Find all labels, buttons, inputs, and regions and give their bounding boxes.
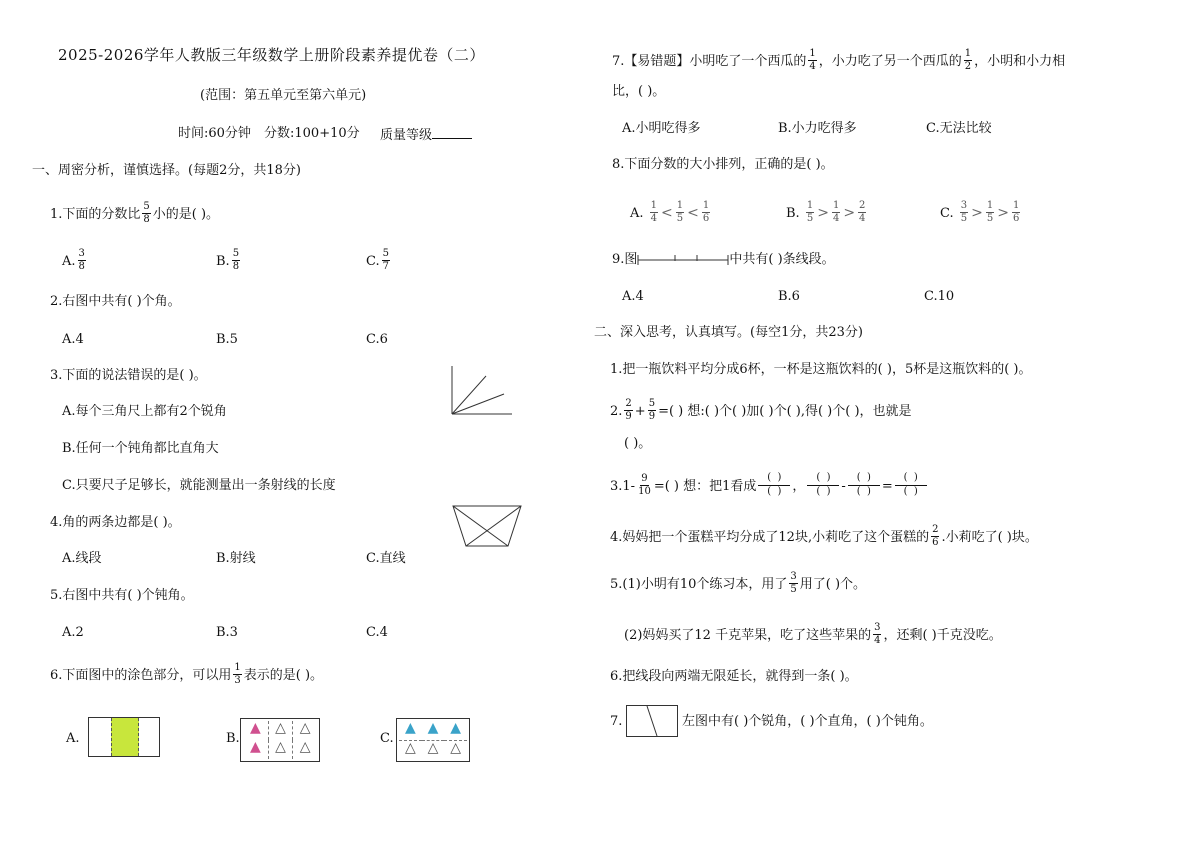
s1-q5-option-b[interactable]: B.3 [216, 625, 238, 640]
s1-q4-option-a[interactable]: A.线段 [62, 551, 102, 566]
s1-q4-option-c[interactable]: C.直线 [366, 551, 406, 566]
fraction: $\frac{5}{8}$ [143, 201, 150, 225]
triangle-grid-b [240, 718, 320, 762]
s1-q3-stem: 3.下面的说法错误的是( )。 [50, 368, 207, 383]
triangle-icon: ▲ [427, 720, 439, 736]
s1-q2-option-b[interactable]: B.5 [216, 332, 238, 347]
s1-q8-option-b[interactable]: B. $\frac{1}{5}$ > $\frac{1}{4}$ > $\frac{2}{4}$ [786, 200, 866, 224]
s1-q6-option-a[interactable]: A. [66, 731, 80, 746]
exam-score: 分数:100+10分 [264, 126, 360, 141]
s1-q6-stem: 6.下面图中的涂色部分，可以用 $\frac{1}{3}$ 表示的是( )。 [50, 662, 324, 686]
s1-q6-option-c[interactable]: C. [380, 731, 394, 746]
exam-title: 2025-2026学年人教版三年级数学上册阶段素养提优卷（二） [58, 46, 485, 64]
triangle-icon: △ [292, 721, 317, 740]
s2-q2-line1: 2. $\frac{2}{9}$ + $\frac{5}{9}$ =( ) 想:( )个( )加( )个( ),得( )个( )，也就是 [610, 398, 912, 422]
shaded-rectangle-a [88, 717, 160, 757]
exam-grade: 质量等级 [380, 126, 472, 144]
segment-line-figure [637, 254, 729, 266]
s1-q8-option-c[interactable]: C. $\frac{3}{5}$ > $\frac{1}{5}$ > $\frac{1}{6}$ [940, 200, 1020, 224]
s1-q7-stem: 7.【易错题】小明吃了一个西瓜的 $\frac{1}{4}$ ，小力吃了另一个西瓜的 $\frac{1}{2}$ ，小明和小力相 [612, 48, 1066, 72]
triangle-icon: △ [444, 740, 467, 759]
s1-q1-stem: 1.下面的分数比 $\frac{5}{8}$ 小的是( )。 [50, 201, 220, 225]
s1-q1-option-b[interactable]: B. $\frac{5}{8}$ [216, 248, 240, 272]
s2-q7-number: 7. [610, 714, 623, 729]
s1-q3-option-b[interactable]: B.任何一个钝角都比直角大 [62, 441, 219, 456]
s1-q5-stem: 5.右图中共有( )个钝角。 [50, 588, 194, 603]
s2-q4: 4.妈妈把一个蛋糕平均分成了12块,小莉吃了这个蛋糕的 $\frac{2}{6}$ .小莉吃了( )块。 [610, 524, 1038, 548]
triangle-icon: ▲ [249, 720, 261, 736]
s1-q5-option-c[interactable]: C.4 [366, 625, 388, 640]
s1-q2-stem: 2.右图中共有( )个角。 [50, 294, 181, 309]
s1-q2-option-a[interactable]: A.4 [62, 332, 84, 347]
s1-q4-option-b[interactable]: B.射线 [216, 551, 256, 566]
s1-q1-option-c[interactable]: C. $\frac{5}{7}$ [366, 248, 389, 272]
s1-q8-stem: 8.下面分数的大小排列，正确的是( )。 [612, 157, 834, 172]
s1-q7-stem-cont: 比，( )。 [612, 84, 666, 99]
s1-q9-stem: 9.图 中共有( )条线段。 [612, 252, 835, 267]
s2-q2-line2: ( )。 [624, 436, 652, 451]
triangle-icon: △ [422, 740, 445, 759]
s1-q9-option-c[interactable]: C.10 [924, 289, 955, 304]
s2-q7-text: 左图中有( )个锐角，( )个直角，( )个钝角。 [682, 714, 933, 729]
triangle-icon: ▲ [450, 720, 462, 736]
s1-q4-stem: 4.角的两条边都是( )。 [50, 515, 181, 530]
s1-q2-option-c[interactable]: C.6 [366, 332, 388, 347]
triangle-icon: ▲ [404, 720, 416, 736]
s1-q5-option-a[interactable]: A.2 [62, 625, 84, 640]
s1-q1-option-a[interactable]: A. $\frac{3}{8}$ [62, 248, 85, 272]
trapezoid-figure [450, 502, 524, 550]
s2-q3: 3.1- $\frac{9}{10}$ =( ) 想：把1看成 $\frac{( )}{( )}$ ， $\frac{( )}{( )}$ - $\frac{( )}{( )}$ = $\frac{( )}{( )}$ [610, 474, 929, 499]
section2-heading: 二、深入思考，认真填写。(每空1分，共23分) [594, 325, 863, 340]
s2-q5-part2: (2)妈妈买了12 千克苹果，吃了这些苹果的 $\frac{3}{4}$ ，还剩( )千克没吃。 [624, 622, 1002, 646]
triangle-icon: △ [268, 721, 293, 740]
s1-q3-option-a[interactable]: A.每个三角尺上都有2个锐角 [62, 404, 227, 419]
s2-q6: 6.把线段向两端无限延长，就得到一条( )。 [610, 669, 858, 684]
s1-q6-option-b[interactable]: B. [226, 731, 240, 746]
triangle-icon: △ [399, 740, 422, 759]
exam-scope: (范围：第五单元至第六单元) [200, 88, 367, 103]
s2-q5-part1: 5.(1)小明有10个练习本，用了 $\frac{3}{5}$ 用了( )个。 [610, 571, 867, 595]
s1-q7-option-c[interactable]: C.无法比较 [926, 121, 992, 136]
s1-q9-option-b[interactable]: B.6 [778, 289, 800, 304]
triangle-icon: △ [268, 740, 293, 759]
exam-time: 时间:60分钟 [178, 126, 251, 141]
section1-heading: 一、周密分析，谨慎选择。(每题2分，共18分) [32, 163, 301, 178]
s2-q1: 1.把一瓶饮料平均分成6杯，一杯是这瓶饮料的( )，5杯是这瓶饮料的( )。 [610, 362, 1032, 377]
s1-q7-option-b[interactable]: B.小力吃得多 [778, 121, 857, 136]
s1-q7-option-a[interactable]: A.小明吃得多 [622, 121, 701, 136]
triangle-grid-c [396, 718, 470, 762]
triangle-icon: ▲ [249, 739, 261, 755]
rectangle-divided-figure [626, 705, 678, 737]
s1-q8-option-a[interactable]: A. $\frac{1}{4}$ < $\frac{1}{5}$ < $\frac{1}{6}$ [630, 200, 710, 224]
s1-q9-option-a[interactable]: A.4 [622, 289, 644, 304]
triangle-icon: △ [292, 740, 317, 759]
angle-rays-figure [446, 362, 516, 420]
s1-q3-option-c[interactable]: C.只要尺子足够长，就能测量出一条射线的长度 [62, 478, 336, 493]
